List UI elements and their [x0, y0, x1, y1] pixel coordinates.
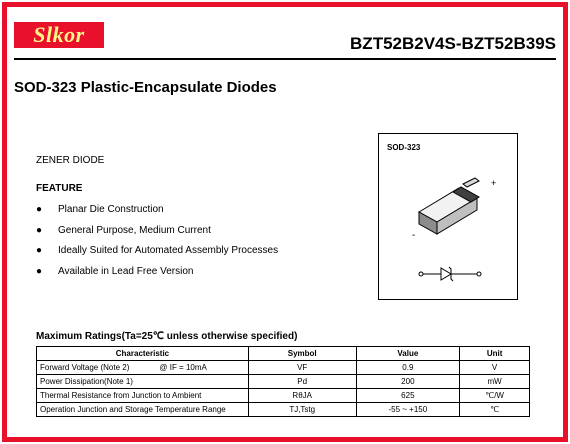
- minus-terminal-label: -: [412, 230, 416, 241]
- feature-item-text: Ideally Suited for Automated Assembly Processes: [58, 245, 279, 256]
- zener-diode-symbol-icon: [419, 267, 481, 281]
- table-row: [37, 375, 530, 389]
- package-diagram-box: [378, 133, 518, 300]
- feature-item-text: Planar Die Construction: [58, 204, 164, 215]
- feature-item: [36, 245, 278, 266]
- feature-list: [36, 204, 278, 286]
- characteristic-cell: [37, 361, 249, 375]
- bullet-icon: ●: [36, 265, 43, 277]
- symbol-cell: VF: [248, 361, 356, 375]
- column-header-unit: Unit: [460, 347, 530, 361]
- ratings-heading: Maximum Ratings(Ta=25℃ unless otherwise specified): [36, 331, 298, 342]
- value-cell: -55 ~ +150: [356, 403, 460, 417]
- unit-cell: ℃: [460, 403, 530, 417]
- column-header-characteristic: Characteristic: [37, 347, 249, 361]
- table-header-row: [37, 347, 530, 361]
- package-diagram: [379, 134, 519, 301]
- value-cell: 200: [356, 375, 460, 389]
- feature-item-text: Available in Lead Free Version: [58, 265, 194, 277]
- device-type: ZENER DIODE: [36, 155, 105, 166]
- value-cell: 0.9: [356, 361, 460, 375]
- column-header-value: Value: [356, 347, 460, 361]
- ratings-table: [36, 346, 530, 417]
- symbol-cell: TJ,Tstg: [248, 403, 356, 417]
- unit-cell: mW: [460, 375, 530, 389]
- brand-logo: Slkor: [14, 22, 104, 48]
- value-cell: 625: [356, 389, 460, 403]
- bullet-icon: ●: [36, 204, 43, 215]
- table-row: [37, 403, 530, 417]
- feature-item: [36, 266, 278, 287]
- table-row: [37, 361, 530, 375]
- part-number-range: BZT52B2V4S-BZT52B39S: [350, 34, 556, 53]
- unit-cell: V: [460, 361, 530, 375]
- package-label: SOD-323: [387, 143, 421, 152]
- characteristic-text: Forward Voltage (Note 2): [40, 362, 130, 372]
- characteristic-cell: Operation Junction and Storage Temperature Range: [37, 403, 249, 417]
- feature-item-text: General Purpose, Medium Current: [58, 224, 211, 236]
- sod323-package-icon: [419, 178, 479, 234]
- bullet-icon: ●: [36, 224, 43, 236]
- unit-cell: ℃/W: [460, 389, 530, 403]
- symbol-cell: RθJA: [248, 389, 356, 403]
- table-row: [37, 389, 530, 403]
- column-header-symbol: Symbol: [248, 347, 356, 361]
- feature-heading: FEATURE: [36, 183, 83, 194]
- plus-terminal-label: +: [491, 178, 497, 188]
- characteristic-cell: Thermal Resistance from Junction to Ambient: [37, 389, 249, 403]
- header-rule: [14, 58, 556, 60]
- condition-text: @ IF = 10mA: [159, 362, 207, 372]
- characteristic-cell: Power Dissipation(Note 1): [37, 375, 249, 389]
- feature-item: [36, 204, 278, 225]
- document-title: SOD-323 Plastic-Encapsulate Diodes: [14, 79, 277, 96]
- symbol-cell: Pd: [248, 375, 356, 389]
- bullet-icon: ●: [36, 245, 43, 256]
- feature-item: [36, 225, 278, 246]
